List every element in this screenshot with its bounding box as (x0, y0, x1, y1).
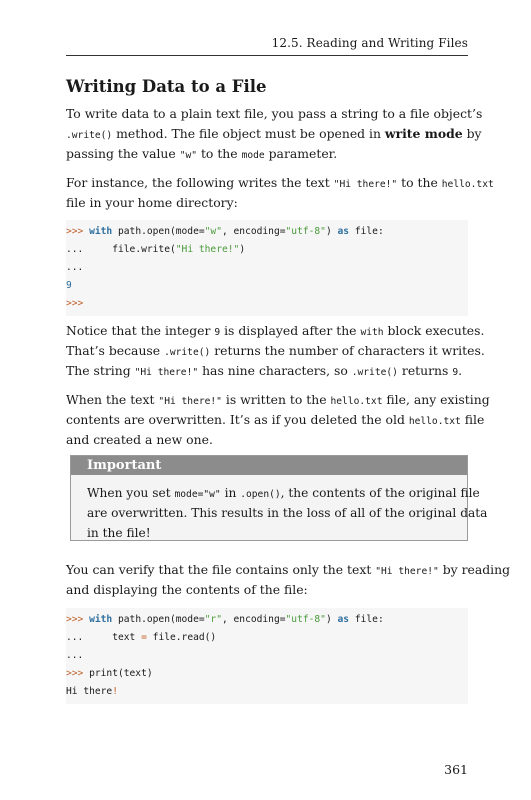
inline-code: .open() (240, 489, 281, 500)
paragraph-line: For instance, the following writes the text "Hi there!" to the hello.txt (66, 175, 494, 190)
inline-code: with (360, 327, 384, 338)
paragraph-line: passing the value "w" to the mode parameter. (66, 146, 338, 161)
running-header: 12.5. Reading and Writing Files (271, 36, 468, 50)
paragraph-line: and created a new one. (66, 432, 213, 447)
code-line: >>> with path.open(mode="r", encoding="utf-8") as file: (66, 614, 384, 625)
paragraph-line: The string "Hi there!" has nine characters, so .write() returns 9. (66, 363, 463, 378)
callout-line: are overwritten. This results in the loss of all of the original data (87, 506, 488, 520)
callout-header (71, 456, 467, 475)
code-line: Hi there! (66, 686, 118, 697)
page-number: 361 (444, 762, 468, 777)
code-line: ... (66, 262, 84, 273)
code-line: ... (66, 650, 84, 661)
inline-code: "Hi there!" (158, 396, 222, 407)
code-line: >>> print(text) (66, 668, 153, 679)
inline-code: "Hi there!" (375, 566, 439, 577)
code-block-read (66, 608, 468, 704)
paragraph-line: You can verify that the file contains only the text "Hi there!" by reading (66, 562, 511, 577)
inline-code: mode (241, 150, 265, 161)
paragraph-line: and displaying the contents of the file: (66, 582, 308, 597)
code-line: ... file.write("Hi there!") (66, 244, 246, 255)
paragraph-line: When the text "Hi there!" is written to the hello.txt file, any existing (66, 392, 490, 407)
inline-code: "w" (179, 150, 198, 161)
inline-code: 9 (452, 367, 459, 378)
code-line: >>> (66, 298, 84, 309)
paragraph-explanation (66, 321, 485, 381)
code-block-write (66, 220, 468, 316)
code-line: 9 (66, 280, 72, 291)
callout-line: When you set mode="w" in .open(), the contents of the original file (87, 486, 480, 500)
paragraph-example-intro (66, 173, 494, 213)
inline-code: "Hi there!" (333, 179, 398, 190)
inline-code: mode="w" (174, 489, 221, 500)
section-heading: Writing Data to a File (66, 77, 267, 96)
inline-code: "Hi there!" (134, 367, 199, 378)
paragraph-verify (66, 560, 511, 600)
header-rule (66, 55, 468, 56)
code-line: ... text = file.read() (66, 632, 217, 643)
important-callout (70, 455, 488, 541)
inline-code: hello.txt (330, 396, 383, 407)
paragraph-overwrite (66, 390, 490, 450)
paragraph-line: file in your home directory: (66, 195, 238, 210)
code-line: >>> with path.open(mode="w", encoding="utf-8") as file: (66, 226, 384, 237)
inline-code: hello.txt (408, 416, 461, 427)
callout-title: Important (87, 458, 162, 473)
paragraph-line: To write data to a plain text file, you pass a string to a file object’s (66, 106, 483, 121)
inline-code: hello.txt (441, 179, 494, 190)
inline-code: .write() (164, 347, 211, 358)
bold-term: write mode (384, 126, 463, 141)
paragraph-line: .write() method. The file object must be opened in write mode by (66, 126, 482, 141)
callout-line: in the file! (87, 526, 151, 540)
paragraph-line: contents are overwritten. It’s as if you deleted the old hello.txt file (66, 412, 485, 427)
callout-body (87, 483, 488, 543)
inline-code: .write() (351, 367, 398, 378)
inline-code: .write() (66, 130, 113, 141)
inline-code: 9 (214, 327, 221, 338)
paragraph-line: That’s because .write() returns the number of characters it writes. (66, 343, 485, 358)
paragraph-intro (66, 104, 483, 164)
paragraph-line: Notice that the integer 9 is displayed after the with block executes. (66, 323, 485, 338)
